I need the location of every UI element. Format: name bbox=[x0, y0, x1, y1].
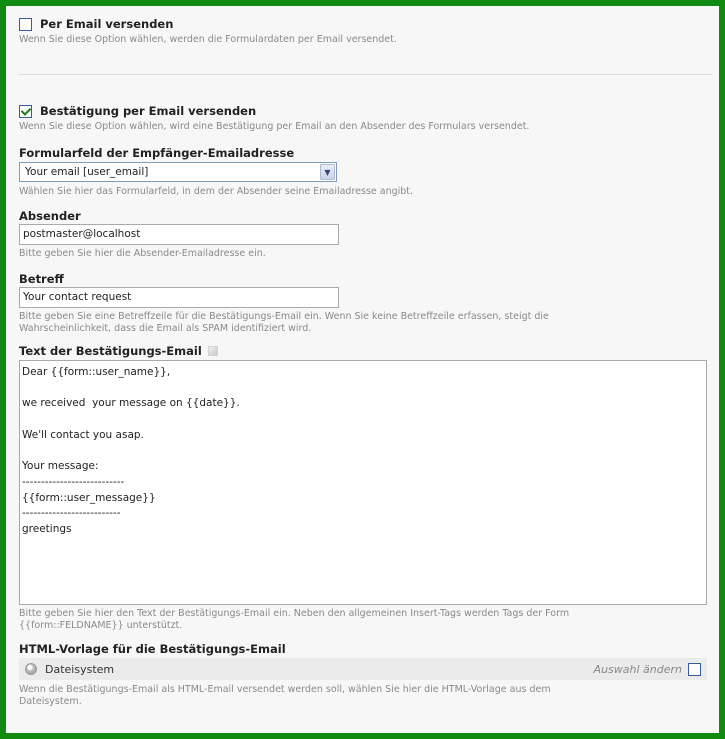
filesystem-icon bbox=[25, 663, 37, 675]
sender-help: Bitte geben Sie hier die Absender-Emailadresse ein. bbox=[19, 248, 266, 259]
html-template-picker bbox=[19, 658, 707, 680]
html-template-help-line2: Dateisystem. bbox=[19, 696, 82, 707]
confirm-email-help: Wenn Sie diese Option wählen, wird eine Bestätigung per Email an den Absender des Formulars versendet. bbox=[19, 121, 530, 132]
recipient-field-select[interactable] bbox=[19, 162, 337, 182]
html-template-label: HTML-Vorlage für die Bestätigungs-Email bbox=[19, 642, 286, 656]
body-text-help-line2: {{form::FELDNAME}} unterstützt. bbox=[19, 620, 183, 631]
change-selection-label[interactable]: Auswahl ändern bbox=[593, 662, 682, 676]
subject-help-line2: Wahrscheinlichkeit, dass die Email als SPAM identifiziert wird. bbox=[19, 323, 312, 334]
filesystem-label: Dateisystem bbox=[45, 662, 115, 676]
body-text-header bbox=[19, 344, 713, 358]
subject-input[interactable]: Your contact request bbox=[19, 287, 339, 308]
confirm-email-label: Bestätigung per Email versenden bbox=[40, 104, 257, 118]
sender-input[interactable]: postmaster@localhost bbox=[19, 224, 339, 245]
chevron-down-icon[interactable]: ▼ bbox=[320, 164, 335, 180]
confirm-email-checkbox[interactable] bbox=[19, 105, 32, 118]
wizard-icon[interactable] bbox=[208, 346, 218, 356]
change-selection-checkbox[interactable] bbox=[688, 663, 701, 676]
form-settings bbox=[19, 6, 713, 708]
section-divider bbox=[19, 74, 713, 75]
send-email-help: Wenn Sie diese Option wählen, werden die Formulardaten per Email versendet. bbox=[19, 34, 397, 45]
recipient-field-value: Your email [user_email] bbox=[25, 166, 149, 178]
body-text-label: Text der Bestätigungs-Email bbox=[19, 344, 202, 358]
send-email-checkbox[interactable] bbox=[19, 18, 32, 31]
body-text-textarea[interactable]: Dear {{form::user_name}}, we received your message on {{date}}. We'll contact you asap. Your message: --------------------------- {{form::user_message}} -------------------------- greetings bbox=[19, 360, 707, 605]
subject-label: Betreff bbox=[19, 272, 64, 286]
confirm-email-option[interactable] bbox=[19, 104, 713, 118]
recipient-field-help: Wählen Sie hier das Formularfeld, in dem der Absender seine Emailadresse angibt. bbox=[19, 186, 414, 197]
body-text-help-line1: Bitte geben Sie hier den Text der Bestätigungs-Email ein. Neben den allgemeinen Insert-Tags werden Tags der Form bbox=[19, 608, 570, 619]
subject-help-line1: Bitte geben Sie eine Betreffzeile für die Bestätigungs-Email ein. Wenn Sie keine Betreffzeile erfassen, steigt die bbox=[19, 311, 549, 322]
send-email-label: Per Email versenden bbox=[40, 17, 174, 31]
html-template-help-line1: Wenn die Bestätigungs-Email als HTML-Email versendet werden soll, wählen Sie hier die HTML-Vorlage aus dem bbox=[19, 684, 551, 695]
sender-label: Absender bbox=[19, 209, 81, 223]
send-email-option[interactable] bbox=[19, 17, 713, 31]
recipient-field-label: Formularfeld der Empfänger-Emailadresse bbox=[19, 146, 295, 160]
